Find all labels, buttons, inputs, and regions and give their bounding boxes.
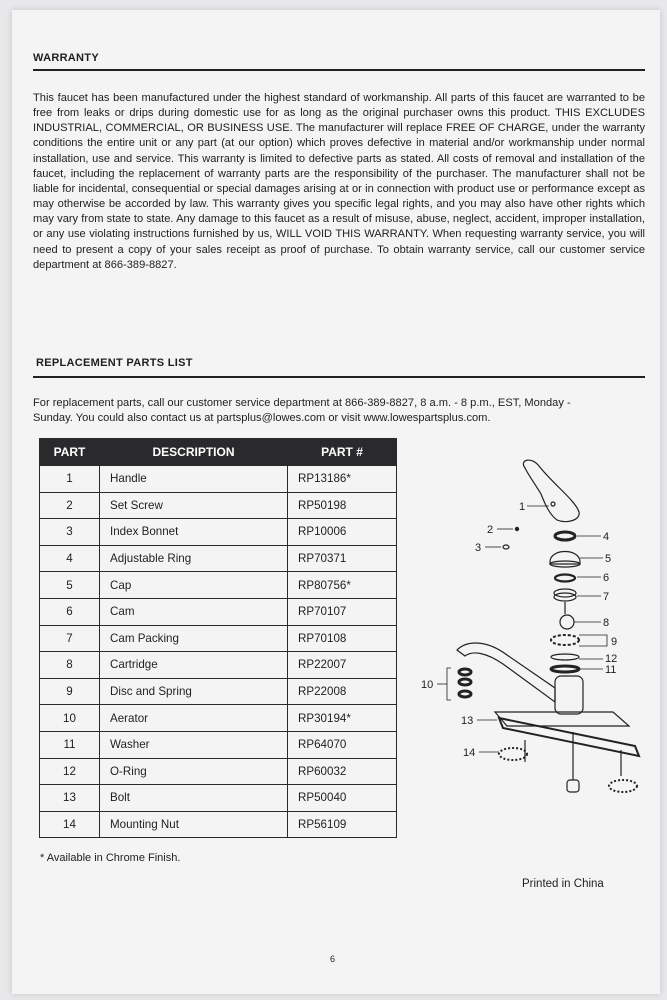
part-number-cell: 11	[40, 731, 100, 758]
description-cell: Adjustable Ring	[100, 545, 288, 572]
part-number-cell: 13	[40, 785, 100, 812]
part-number-cell: 1	[40, 466, 100, 493]
part-number-cell: 5	[40, 572, 100, 599]
callout-13: 13	[461, 715, 474, 727]
callout-12: 12	[605, 653, 618, 665]
table-row	[40, 625, 397, 652]
part-number-cell: 6	[40, 598, 100, 625]
page-number: 6	[330, 954, 336, 964]
part-number-cell: 14	[40, 811, 100, 838]
part-number-cell: 3	[40, 519, 100, 546]
description-cell: Cam Packing	[100, 625, 288, 652]
callout-14: 14	[463, 747, 476, 759]
part-code-cell: RP70371	[288, 545, 397, 572]
mounting-nut-left	[499, 748, 527, 760]
description-cell: Washer	[100, 731, 288, 758]
printed-in-label: Printed in China	[522, 878, 604, 890]
aerator-part-c	[459, 691, 471, 697]
parts-table-header	[40, 439, 397, 466]
callout-1: 1	[519, 501, 526, 513]
table-row	[40, 758, 397, 785]
col-header-part-number: PART #	[288, 439, 397, 466]
aerator-part-a	[459, 669, 471, 675]
callout-6: 6	[603, 572, 610, 584]
callout-3: 3	[475, 542, 482, 554]
part-code-cell: RP50040	[288, 785, 397, 812]
o-ring-part	[551, 654, 579, 660]
part-code-cell: RP60032	[288, 758, 397, 785]
table-row	[40, 652, 397, 679]
description-cell: Set Screw	[100, 492, 288, 519]
part-code-cell: RP56109	[288, 811, 397, 838]
description-cell: Bolt	[100, 785, 288, 812]
col-header-part: PART	[40, 439, 100, 466]
set-screw-part	[515, 527, 518, 530]
index-bonnet-part	[503, 545, 509, 549]
table-row	[40, 678, 397, 705]
part-code-cell: RP50198	[288, 492, 397, 519]
part-number-cell: 9	[40, 678, 100, 705]
description-cell: Cartridge	[100, 652, 288, 679]
description-cell: Aerator	[100, 705, 288, 732]
part-code-cell: RP22008	[288, 678, 397, 705]
callout-2: 2	[487, 524, 494, 536]
description-cell: Cam	[100, 598, 288, 625]
parts-heading: REPLACEMENT PARTS LIST	[36, 357, 193, 369]
part-number-cell: 7	[40, 625, 100, 652]
adjustable-ring-part	[555, 532, 575, 540]
table-row	[40, 811, 397, 838]
valve-body	[555, 676, 583, 714]
part-code-cell: RP80756*	[288, 572, 397, 599]
part-code-cell: RP70107	[288, 598, 397, 625]
washer-part	[551, 666, 579, 672]
cartridge-part	[560, 615, 574, 629]
description-cell: Mounting Nut	[100, 811, 288, 838]
table-row	[40, 545, 397, 572]
callout-11: 11	[605, 664, 617, 676]
parts-table	[39, 438, 397, 838]
warranty-rule	[33, 69, 645, 71]
table-row	[40, 492, 397, 519]
table-row	[40, 731, 397, 758]
gasket-part	[499, 718, 639, 756]
mounting-nut-right	[609, 780, 637, 792]
callout-10: 10	[421, 679, 434, 691]
manual-page	[12, 10, 660, 994]
part-number-cell: 4	[40, 545, 100, 572]
cam-part	[555, 575, 575, 582]
handle-part	[523, 460, 579, 522]
part-number-cell: 10	[40, 705, 100, 732]
part-code-cell: RP13186*	[288, 466, 397, 493]
description-cell: Handle	[100, 466, 288, 493]
callout-4: 4	[603, 531, 610, 543]
callout-8: 8	[603, 617, 610, 629]
parts-footnote: * Available in Chrome Finish.	[40, 852, 181, 864]
callout-9: 9	[611, 636, 618, 648]
part-number-cell: 2	[40, 492, 100, 519]
table-row	[40, 519, 397, 546]
part-code-cell: RP64070	[288, 731, 397, 758]
bolt-nut-center	[567, 780, 579, 792]
part-code-cell: RP22007	[288, 652, 397, 679]
table-row	[40, 598, 397, 625]
callout-7: 7	[603, 591, 610, 603]
part-number-cell: 8	[40, 652, 100, 679]
description-cell: Disc and Spring	[100, 678, 288, 705]
description-cell: Cap	[100, 572, 288, 599]
handle-hole	[551, 502, 555, 506]
col-header-description: DESCRIPTION	[100, 439, 288, 466]
table-row	[40, 705, 397, 732]
table-row	[40, 572, 397, 599]
warranty-body: This faucet has been manufactured under the highest standard of workmanship. All parts of this faucet are warranted to be free from leaks or drips during domestic use for as long as the original purchaser owns this product. THIS EXCLUDES INDUSTRIAL, COMMERCIAL, OR BUSINESS USE. The manufacturer will replace FREE OF CHARGE, under the warranty conditions the entire unit or any part (at our option) which proves defective in material and/or workmanship under normal installation, use and service. This warranty is limited to defective parts as stated. All costs of removal and installation of the faucet, including the replacement of warranty parts are the responsibility of the purchaser. The manufacturer shall not be liable for incidental, consequential or special damages arising at or in connection with product use or performance except as may otherwise be accorded by law. This warranty gives you specific legal rights, and you may also have other rights which may vary from state to state. Any damage to this faucet as a result of misuse, abuse, neglect, accident, improper installation, or any use violating instructions furnished by us, WILL VOID THIS WARRANTY. When requesting warranty service, you will need to present a copy of your sales receipt as proof of purchase. To obtain warranty service, call our customer service department at 866-389-8827.	[33, 92, 645, 271]
callout-5: 5	[605, 553, 612, 565]
table-row	[40, 785, 397, 812]
part-code-cell: RP10006	[288, 519, 397, 546]
aerator-part-b	[459, 679, 471, 685]
parts-intro: For replacement parts, call our customer service department at 866-389-8827, 8 a.m. - 8 p.m., EST, Monday -Sunday. You could also contact us at partsplus@lowes.com or visit www.lowespartsplus.com.	[33, 397, 571, 424]
part-code-cell: RP30194*	[288, 705, 397, 732]
part-code-cell: RP70108	[288, 625, 397, 652]
description-cell: O-Ring	[100, 758, 288, 785]
faucet-exploded-diagram	[407, 450, 647, 810]
description-cell: Index Bonnet	[100, 519, 288, 546]
parts-rule	[33, 376, 645, 378]
table-row	[40, 466, 397, 493]
disc-spring-part	[551, 635, 579, 645]
warranty-heading: WARRANTY	[33, 52, 99, 64]
part-number-cell: 12	[40, 758, 100, 785]
